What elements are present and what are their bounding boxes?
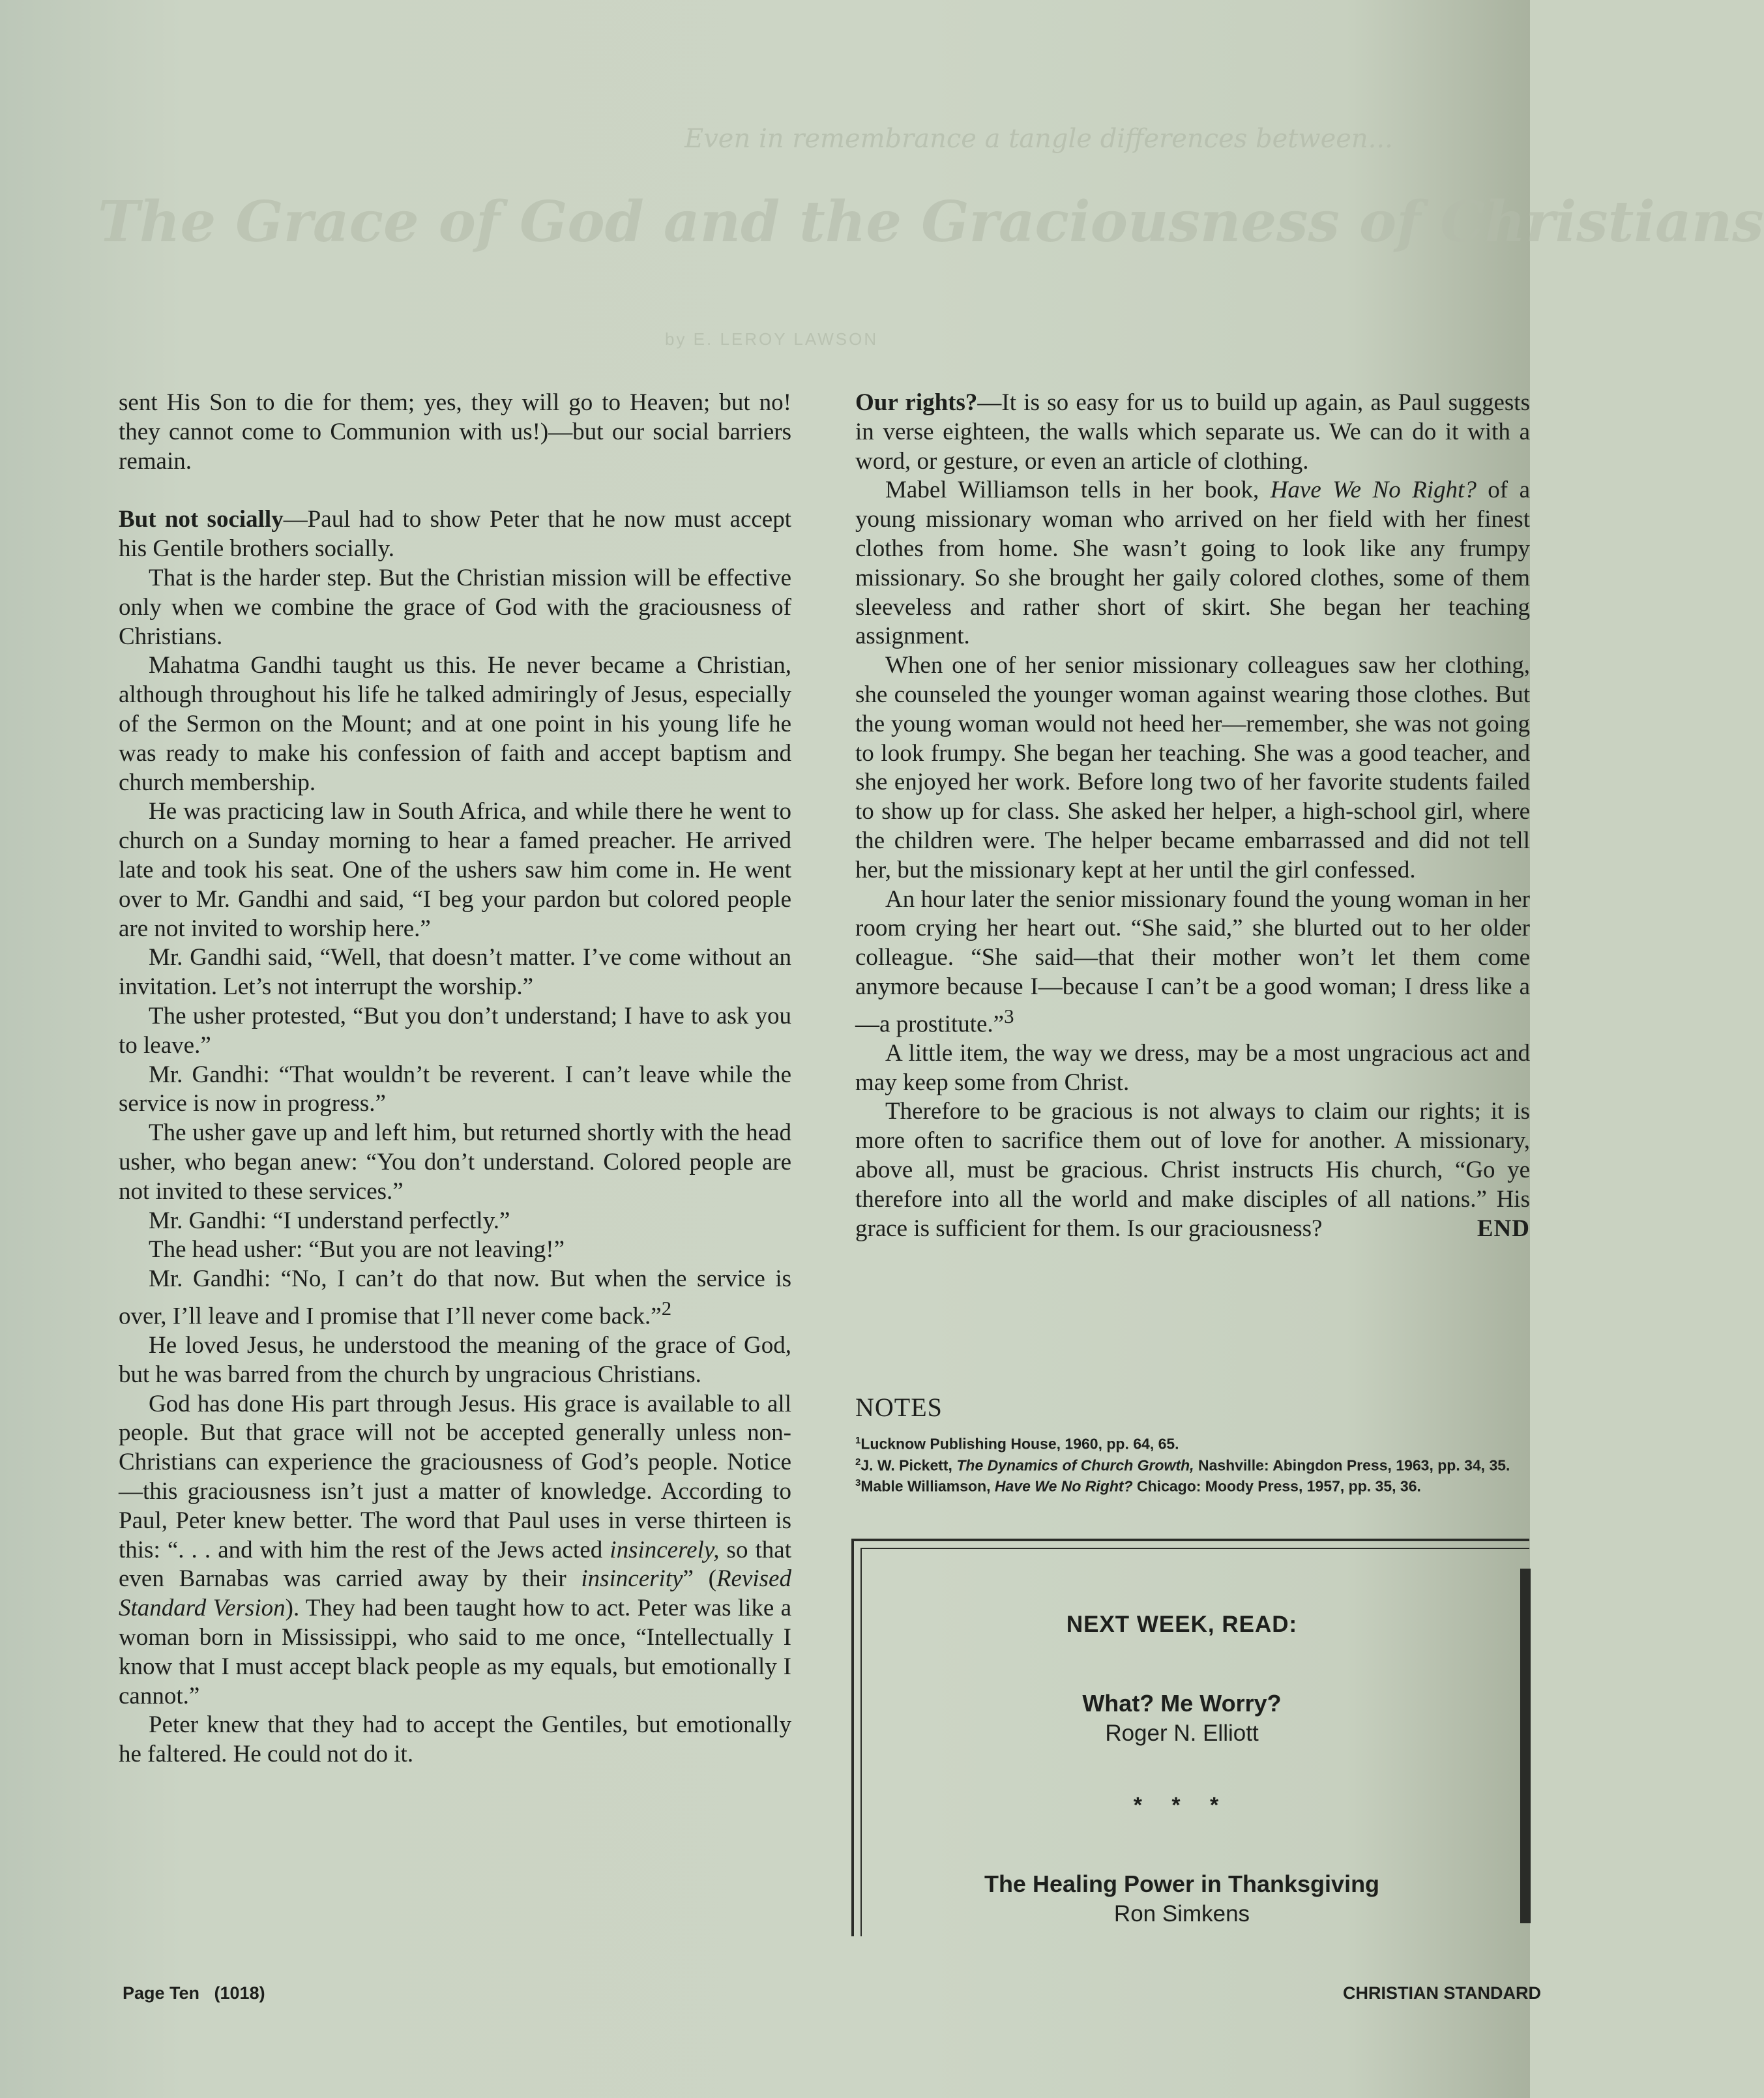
publication-name: CHRISTIAN STANDARD xyxy=(1343,1983,1541,2003)
paragraph: Mr. Gandhi: “No, I can’t do that now. But when the service is over, I’ll leave and I promise that I’ll never come back.”$^2$ xyxy=(119,1265,791,1330)
bleed-through-title: The Grace of God and the Graciousness of Christians xyxy=(98,189,1764,255)
paragraph: God has done His part through Jesus. His grace is available to all people. But that grace will not be accepted generally unless non-Christians can experience the graciousness of God’s people. Notice—this graciousness isn’t just a matter of knowledge. According to Paul, Peter knew better. The word that Paul uses in verse thirteen is this: “. . . and with him the rest of the Jews acted insincerely, so that even Barnabas was carried away by their insincerity” (Revised Standard Version). They had been taught how to act. Peter was like a woman born in Mississippi, who said to me once, “Intellectually I know that I must accept black people as my equals, but emotionally I cannot.” xyxy=(119,1390,791,1709)
paragraph: Mr. Gandhi: “I understand perfectly.” xyxy=(149,1207,510,1234)
paragraph: The usher protested, “But you don’t understand; I have to ask you to leave.” xyxy=(119,1002,791,1059)
article-title: What? Me Worry? xyxy=(1082,1690,1282,1717)
left-column xyxy=(119,389,791,1769)
paragraph: Our rights?—It is so easy for us to build up again, as Paul suggests in verse eighteen, the walls which separate us. We can do it with a word, or gesture, or even an article of clothing. xyxy=(855,389,1530,475)
next-week-box xyxy=(851,1539,1529,1936)
footnote-ref: 3 xyxy=(1004,1005,1014,1027)
end-mark: END xyxy=(1477,1215,1530,1242)
paragraph: A little item, the way we dress, may be a most ungracious act and may keep some from Christ. xyxy=(855,1039,1530,1096)
notes-title: NOTES xyxy=(855,1393,943,1422)
footnote-ref: 2 xyxy=(661,1297,672,1320)
bleed-through-byline: by E. LEROY LAWSON xyxy=(665,329,879,349)
box-heading: NEXT WEEK, READ: xyxy=(1066,1612,1298,1637)
paragraph: The usher gave up and left him, but returned shortly with the head usher, who began anew: “You don’t understand. Colored people are not invited to these services.” xyxy=(119,1119,791,1205)
paragraph: Mr. Gandhi said, “Well, that doesn’t matter. I’ve come without an invitation. Let’s not interrupt the worship.” xyxy=(119,944,791,1001)
page-number: Page Ten (1018) xyxy=(123,1983,265,2003)
paragraph: Mahatma Gandhi taught us this. He never became a Christian, although throughout his life he talked admiringly of Jesus, especially of the Sermon on the Mount; and at one point in his young life he was ready to make his confession of faith and accept baptism and church membership. xyxy=(119,652,791,796)
paragraph: That is the harder step. But the Christian mission will be effective only when we combine the grace of God with the graciousness of Christians. xyxy=(119,564,791,650)
paragraph: Therefore to be gracious is not always to claim our rights; it is more often to sacrifice them out of love for another. A missionary, above all, must be gracious. Christ instructs His church, “Go ye therefore into all the world and make disciples of all nations.” His grace is sufficient for them. Is our graciousness? END xyxy=(855,1097,1530,1243)
notes-section xyxy=(855,1392,1530,1496)
paragraph: When one of her senior missionary colleagues saw her clothing, she counseled the younger woman against wearing those clothes. But the young woman would not heed her—remember, she was not going to look frumpy. She began her teaching. She was a good teacher, and she enjoyed her work. Before long two of her favorite students failed to show up for class. She asked her helper, a high-school girl, where the children were. The helper became embarrassed and did not tell her, but the missionary kept at her until the girl confessed. xyxy=(855,652,1530,883)
book-title: Have We No Right? xyxy=(1270,477,1477,504)
paragraph: An hour later the senior missionary found the young woman in her room crying her heart out. “She said,” she blurted out to her older colleague. “She said—that their mother won’t let them come anymore because I—because I can’t be a good woman; I dress like a—a prostitute.”$^3$ xyxy=(855,885,1530,1038)
section-heading: Our rights? xyxy=(855,389,978,416)
article-author: Ron Simkens xyxy=(1113,1901,1250,1927)
section-heading: But not socially xyxy=(119,506,284,533)
paragraph: But not socially—Paul had to show Peter that he now must accept his Gentile brothers socially. xyxy=(119,506,791,563)
paragraph: He loved Jesus, he understood the meaning of the grace of God, but he was barred from the church by ungracious Christians. xyxy=(119,1332,791,1388)
article-title: The Healing Power in Thanksgiving xyxy=(984,1870,1380,1897)
paragraph: sent His Son to die for them; yes, they will go to Heaven; but no! they cannot come to Communion with us!)—but our social barriers remain. xyxy=(119,389,791,475)
paragraph: Peter knew that they had to accept the Gentiles, but emotionally he faltered. He could not do it. xyxy=(119,1711,791,1768)
article-author: Roger N. Elliott xyxy=(1105,1721,1259,1746)
right-column xyxy=(855,389,1530,1243)
paragraph: The head usher: “But you are not leaving!” xyxy=(149,1236,565,1263)
paragraph: He was practicing law in South Africa, and while there he went to church on a Sunday morning to hear a famed preacher. He arrived late and took his seat. One of the ushers saw him come in. He went over to Mr. Gandhi and said, “I beg your pardon but colored people are not invited to worship here.” xyxy=(119,798,791,942)
bleed-through-kicker: Even in remembrance a tangle differences between... xyxy=(684,124,1393,154)
footnote: $^1$Lucknow Publishing House, 1960, pp. 64, 65. xyxy=(855,1435,1179,1453)
paragraph: Mabel Williamson tells in her book, Have We No Right? of a young missionary woman who arrived on her field with her finest clothes from home. She wasn’t going to look like any frumpy missionary. So she brought her gaily colored clothes, some of them sleeveless and rather short of skirt. She began her teaching assignment. xyxy=(855,477,1530,650)
paragraph: Mr. Gandhi: “That wouldn’t be reverent. I can’t leave while the service is now in progress.” xyxy=(119,1061,791,1117)
footnote: $^3$Mable Williamson, Have We No Right? Chicago: Moody Press, 1957, pp. 35, 36. xyxy=(855,1477,1421,1495)
footnote: $^2$J. W. Pickett, The Dynamics of Church Growth, Nashville: Abingdon Press, 1963, pp. 34, 35. xyxy=(855,1456,1510,1474)
separator-stars: * * * xyxy=(1133,1793,1231,1818)
